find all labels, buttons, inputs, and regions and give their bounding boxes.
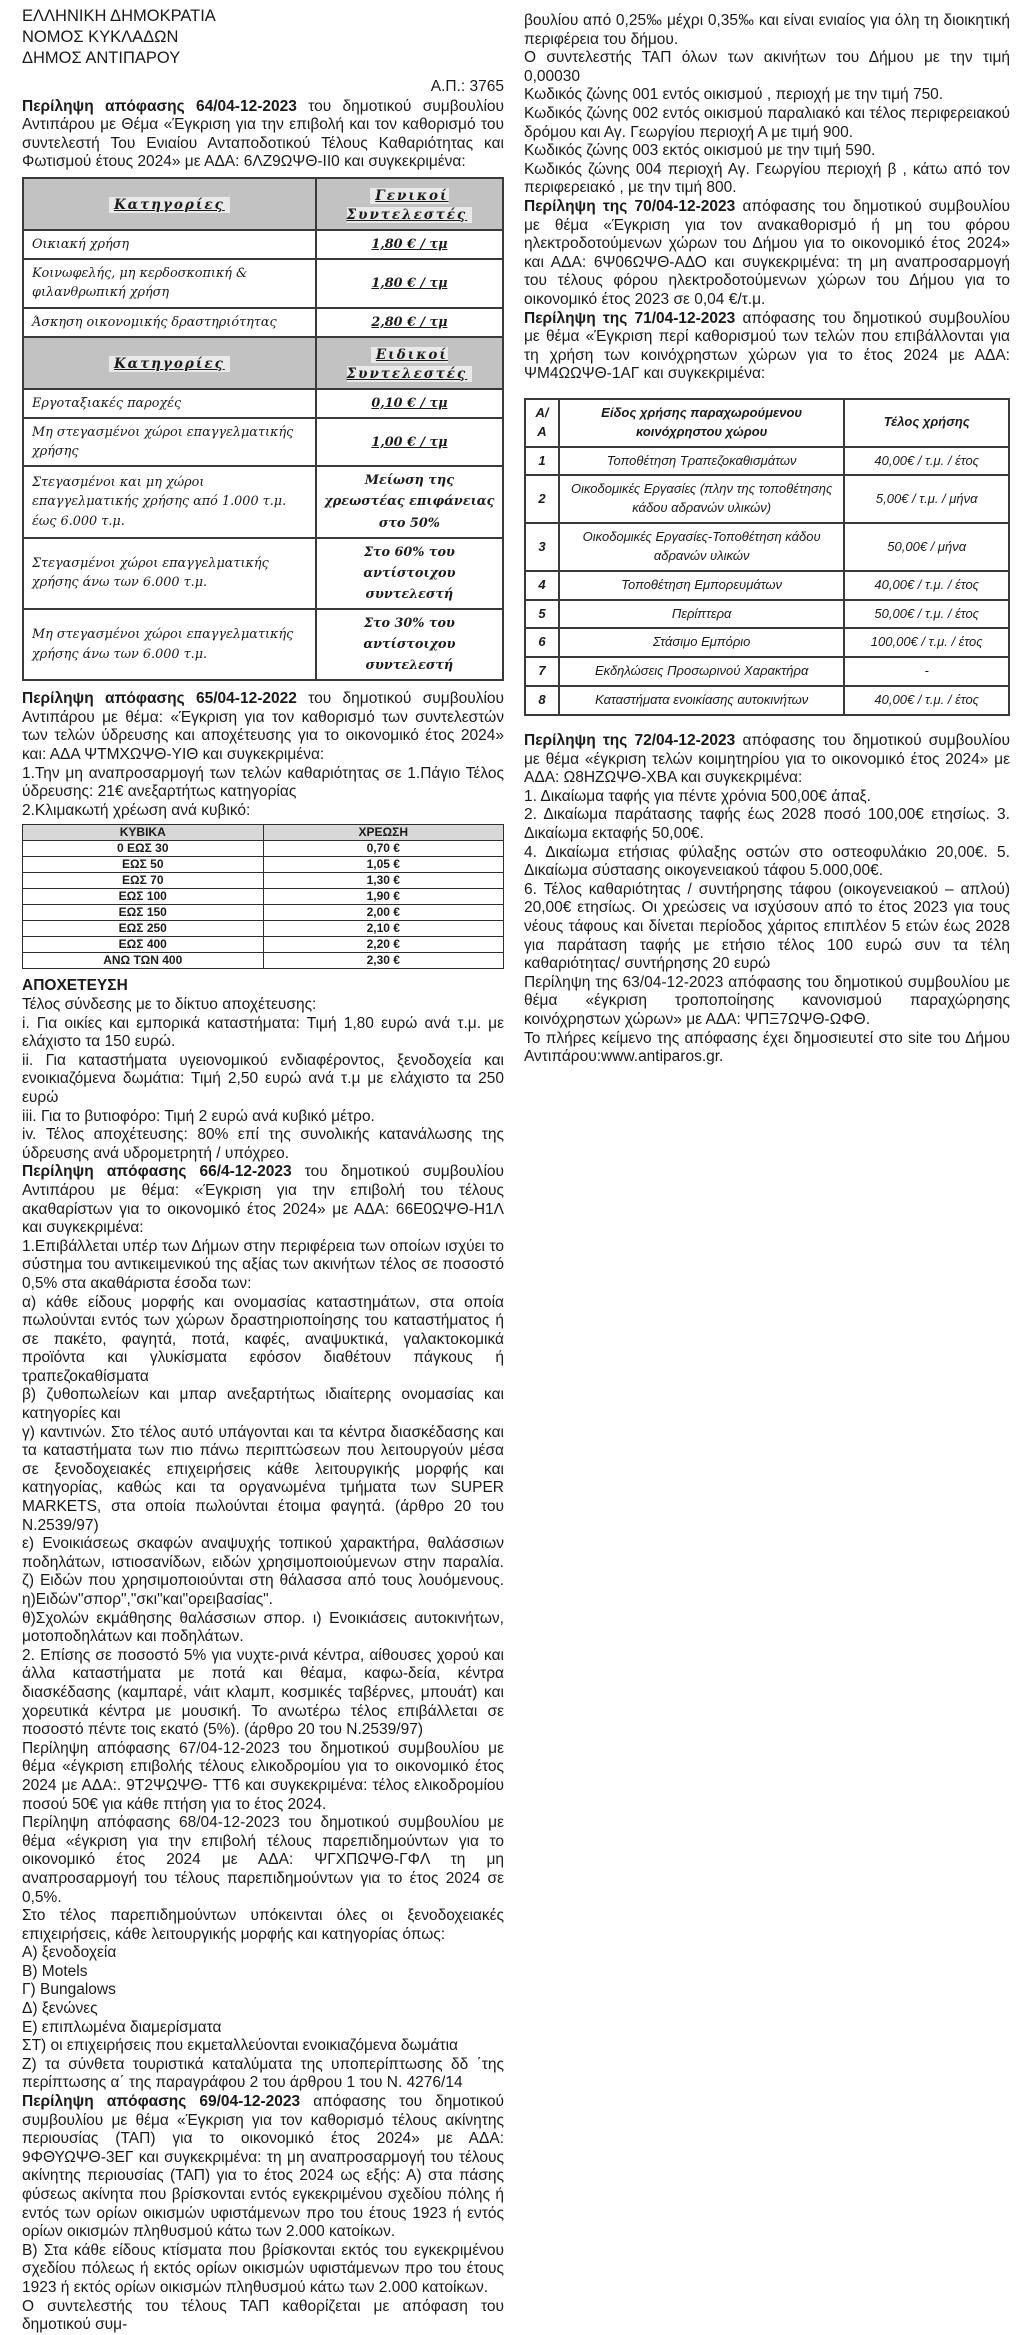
- zone-code-003: Κωδικός ζώνης 003 εκτός οικισμού με την τιμή 590.: [524, 142, 876, 160]
- decision-summary-72: Περίληψη της 72/04-12-2023 απόφασης του δημοτικού συμβουλίου με θέμα «έγκριση τελών κοιμητηρίου για το οικονομικό έτος 2024» με ΑΔΑ: Ω8ΗΖΩΨΘ-ΧΒΑ και συγκεκριμένα:: [524, 732, 1010, 787]
- table-row: 3 Οικοδομικές Εργασίες-Τοποθέτηση κάδου αδρανών υλικών 50,00€ / μήνα: [525, 523, 1009, 571]
- decision-66-point: ε) Ενοικιάσεως σκαφών αναψυχής τοπικού χαρακτήρα, θαλάσσιων ποδηλάτων, ιστιοσανίδων, ειδών χρησιμοποιούμενων στην παραλία. ζ) Ειδών που χρησιμοποιούνται στη θάλασσα από τους λουόμενους. η)Ειδών"σπορ","σκι"και"ορειβασίας".: [22, 1535, 504, 1609]
- sewerage-item: i. Για οικίες και εμπορικά καταστήματα: Τιμή 1,80 ευρώ ανά τ.μ. με ελάχιστο τα 150 ευρώ.: [22, 1014, 504, 1051]
- table-row: 5 Περίπτερα 50,00€ / τ.μ. / έτος: [525, 600, 1009, 629]
- decision-65-item: 2.Κλιμακωτή χρέωση ανά κυβικό:: [22, 801, 251, 819]
- zone-code-004: Κωδικός ζώνης 004 περιοχή Αγ. Γεωργίου περιοχή β , κάτω από τον περιφερειακό , με την τιμή 800.: [524, 160, 1010, 197]
- table-row: 7 Εκδηλώσεις Προσωρινού Χαρακτήρα -: [525, 657, 1009, 686]
- decision-66-point: γ) καντινών. Στο τέλος αυτό υπάγονται και τα κέντρα διασκέδασης και τα καταστήματα των πιο πάνω περιπτώσεων που λειτουργούν μέσα σε ξενοδοχειακές επιχειρήσεις κάθε λειτουργικής μορφής και κατηγορίας, καθώς και τα οργανωμένα τμήματα των SUPER MARKETS, στα οποία πωλούνται έτοιμα φαγητά. (άρθρο 20 του Ν.2539/97): [22, 1423, 504, 1534]
- decision-summary-63: Περίληψη της 63/04-12-2023 απόφασης του δημοτικού συμβουλίου με θέμα «έγκριση τροποποίησης κανονισμού παραχώρησης κοινόχρηστων χώρων» με ΑΔΑ: ΨΠΞ7ΩΨΘ-ΩΦΘ.: [524, 973, 1010, 1028]
- decision-66-point: α) κάθε είδους μορφής και ονομασίας καταστημάτων, στα οποία πωλούνται εντός των χώρων δραστηριοποίησης του καταστήματος ή σε πακέτο, φαγητά, ποτά, καφές, αναψυκτικά, γαλακτοκομικά προϊόντα και γλυκίσματα εφόσον διαθέτουν πάγκους ή τραπεζοκαθίσματα: [22, 1293, 504, 1385]
- decision-summary-64: Περίληψη απόφασης 64/04-12-2023 του δημοτικού συμβουλίου Αντιπάρου με Θέμα «Έγκριση για την επιβολή και τον καθορισμό του συντελεστή Του Ενιαίου Ανταποδοτικού Τέλους Καθαριότητας και Φωτισμού έτους 2024» με ΑΔΑ: 6ΛΖ9ΩΨΘ-ΙΙ0 και συγκεκριμένα:: [22, 97, 504, 171]
- table-row: ΕΩΣ 250 2,10 €: [23, 921, 504, 937]
- cleaning-lighting-fees-table: [22, 177, 504, 681]
- decision-summary-68: Περίληψη απόφασης 68/04-12-2023 του δημοτικού συμβουλίου με θέμα «έγκριση για την επιβολή τέλους παρεπιδημούντων για το οικονομικό έτος 2024 με ΑΔΑ: ΨΓΧΠΩΨΘ-ΓΦΛ τη μη αναπροσαρμογή του τέλους παρεπιδημούντων για το έτος 2024 σε 0,5%.: [22, 1814, 504, 1906]
- authority-line: ΕΛΛΗΝΙΚΗ ΔΗΜΟΚΡΑΤΙΑ: [22, 7, 216, 25]
- table-header-row: Κατηγορίες Γενικοί Συντελεστές: [23, 178, 503, 230]
- decision-66-point: 1.Επιβάλλεται υπέρ των Δήμων στην περιφέρεια των οποίων ισχύει το σύστημα του αντικειμενικού της αξίας των ακινήτων τέλος σε ποσοστό 0,5% στα ακαθάριστα έσοδα των:: [22, 1237, 504, 1292]
- hotel-type-item: Α) ξενοδοχεία: [22, 1944, 117, 1962]
- table-row: ΕΩΣ 70 1,30 €: [23, 873, 504, 889]
- authority-line: ΝΟΜΟΣ ΚΥΚΛΑΔΩΝ: [22, 28, 179, 46]
- decision-66-point: β) ζυθοπωλείων και μπαρ ανεξαρτήτως ιδιαίτερης ονομασίας και κατηγορίες και: [22, 1386, 504, 1423]
- tap-coefficient: Ο συντελεστής ΤΑΠ όλων των ακινήτων του Δήμου με την τιμή 0,00030: [524, 49, 1010, 85]
- decision-summary-67: Περίληψη απόφασης 67/04-12-2023 του δημοτικού συμβουλίου με θέμα «έγκριση επιβολής τέλους ελικοδρομίου για το οικονομικό έτος 2024 με ΑΔΑ:. 9Τ2ΨΩΨΘ- ΤΤ6 και συγκεκριμένα: τέλος ελικοδρομίου ποσού 50€ για κάθε πτήση για το έτος 2024.: [22, 1739, 504, 1813]
- sewerage-heading: ΑΠΟΧΕΤΕΥΣΗ: [22, 977, 128, 995]
- protocol-number: Α.Π.: 3765: [430, 78, 504, 95]
- table-row: Άσκηση οικονομικής δραστηριότητας 2,80 € / τμ: [23, 308, 503, 337]
- tap-continuation: βουλίου από 0,25‰ μέχρι 0,35‰ και είναι ενιαίος για όλη τη διοικητική περιφέρεια του δήμου.: [524, 12, 1010, 48]
- hotel-type-item: Δ) ξενώνες: [22, 2000, 98, 2018]
- hotel-type-item: ΣΤ) οι επιχειρήσεις που εκμεταλλεύονται ενοικιαζόμενα δωμάτια: [22, 2037, 458, 2055]
- decision-summary-70: Περίληψη της 70/04-12-2023 απόφασης του δημοτικού συμβουλίου με θέμα «Έγκριση για τον ανακαθορισμό ή μη του φόρου ηλεκτροδοτούμενων χώρων του Δήμου για το οικονομικό έτος 2024» και ΑΔΑ: 6Ψ06ΩΨΘ-ΑΔΟ και συγκεκριμένα: τη μη αναπροσαρμογή του τέλους φόρου ηλεκτροδοτούμενων χώρων του Δήμου για το οικονομικό έτος 2023 σε 0,04 €/τ.μ.: [524, 197, 1010, 308]
- cemetery-fee-item: 6. Τέλος καθαριότητας / συντήρησης τάφου (οικογενειακού – απλού) 20,00€ ετησίως. Οι χρεώσεις να ισχύσουν από το έτος 2023 για τους νέους τάφους και δίνεται περίοδος χάριτος επιπλέον 5 ετών έως 2028 για παράταση ταφής με ετήσιο τέλος 100 ευρώ συν τα τέλη καθαριότητας/ συντήρησης 20 ευρώ: [524, 880, 1010, 973]
- sewerage-item: iv. Τέλος αποχέτευσης: 80% επί της συνολικής κατανάλωσης της ύδρευσης ανά υδρομετρητή / υπόχρεο.: [22, 1126, 504, 1162]
- decision-summary-66: Περίληψη απόφασης 66/4-12-2023 του δημοτικού συμβουλίου Αντιπάρου με θέμα: «Έγκριση για την επιβολή του τέλους ακαθαρίστων για το οικονομικό έτος 2024» με ΑΔΑ: 66Ε0ΩΨΘ-Η1Λ και συγκεκριμένα:: [22, 1163, 504, 1237]
- table-row: 4 Τοποθέτηση Εμπορευμάτων 40,00€ / τ.μ. / έτος: [525, 571, 1009, 600]
- decision-70-title: Περίληψη της 70/04-12-2023: [524, 197, 736, 215]
- table-row: 8 Καταστήματα ενοικίασης αυτοκινήτων 40,00€ / τ.μ. / έτος: [525, 686, 1009, 715]
- sewerage-intro: Τέλος σύνδεσης με το δίκτυο αποχέτευσης:: [22, 996, 317, 1014]
- sewerage-item: ii. Για καταστήματα υγειονομικού ενδιαφέροντος, ξενοδοχεία και ενοικιαζόμενα δωμάτια: Τιμή 2,50 ευρώ ανά τ.μ με ελάχιστο τα 250 ευρώ: [22, 1051, 504, 1106]
- table-row: ΑΝΩ ΤΩΝ 400 2,30 €: [23, 953, 504, 969]
- decision-summary-69: Περίληψη απόφασης 69/04-12-2023 απόφασης του δημοτικού συμβουλίου με θέμα «Έγκριση για τον καθορισμό τέλους ακίνητης περιουσίας (ΤΑΠ) για το οικονομικό έτος 2024» με ΑΔΑ: 9ΦΘΥΩΨΘ-3ΕΓ και συγκεκριμένα: τη μη αναπροσαρμογή του τέλους ακίνητης περιουσίας (ΤΑΠ) για το έτος 2024 ως εξής: Α) στα πάσης φύσεως ακίνητα που βρίσκονται εντός εγκεκριμένου σχεδίου πόλης ή εντός των ορίων οικισμών υφιστάμενων προ του έτους 1923 ή εντός ορίων οικισμών πληθυσμού κάτω των 2.000 κατοίκων.: [22, 2093, 504, 2241]
- table-row: Μη στεγασμένοι χώροι επαγγελματικής χρήσης άνω των 6.000 τ.μ. Στο 30% του αντίστοιχου συντελεστή: [23, 609, 503, 680]
- decision-summary-71: Περίληψη της 71/04-12-2023 απόφασης του δημοτικού συμβουλίου με θέμα «Έγκριση περί καθορισμού των τελών που επιβάλλονται για τη χρήση των κοινόχρηστων χώρων για το έτος 2024 με ΑΔΑ: ΨΜ4ΩΩΨΘ-1ΑΓ και συγκεκριμένα:: [524, 309, 1010, 383]
- sewerage-item: iii. Για το βυτιοφόρο: Τιμή 2 ευρώ ανά κυβικό μέτρο.: [22, 1107, 375, 1125]
- public-space-fees-table: [524, 398, 1010, 716]
- decision-66-title: Περίληψη απόφασης 66/4-12-2023: [22, 1163, 292, 1181]
- authority-line: ΔΗΜΟΣ ΑΝΤΙΠΑΡΟΥ: [22, 49, 181, 67]
- decision-69-title: Περίληψη απόφασης 69/04-12-2023: [22, 2093, 301, 2111]
- table-row: Μη στεγασμένοι χώροι επαγγελματικής χρήσης 1,00 € / τμ: [23, 418, 503, 466]
- cemetery-fee-item: 1. Δικαίωμα ταφής για πέντε χρόνια 500,00€ άπαξ.: [524, 787, 871, 805]
- decision-66-point: 2. Επίσης σε ποσοστό 5% για νυχτε-ρινά κέντρα, αίθουσες χορού και άλλα καταστήματα με ποτά και θέαμα, καφω-δεία, κέντρα διασκέδασης (καμπαρέ, νάιτ κλαμπ, κοσμικές ταβέρνες, μπουάτ) και χορευτικά κέντρα με μουσική. Το ανωτέρω τέλος επιβάλλεται σε ποσοστό πέντε τοις εκατό (5%). (άρθρο 20 του Ν.2539/97): [22, 1646, 504, 1739]
- decision-69-point-b: Β) Στα κάθε είδους κτίσματα που βρίσκονται εκτός του εγκεκριμένου σχεδίου πόλεως ή εκτός ορίων οικισμών υφιστάμενων προ του έτους 1923 ή εκτός ορίων οικισμών πληθυσμού κάτω των 2.000 κατοίκων.: [22, 2241, 504, 2296]
- water-charges-table: [22, 824, 504, 969]
- cemetery-fee-item: 2. Δικαίωμα παράτασης ταφής έως 2028 ποσό 100,00€ ετησίως. 3. Δικαίωμα εκταφής 50,00€.: [524, 806, 1010, 842]
- table-header-row: Κατηγορίες Ειδικοί Συντελεστές: [23, 337, 503, 389]
- decision-65-item: 1.Την μη αναπροσαρμογή των τελών καθαριότητας σε 1.Πάγιο Τέλος ύδρευσης: 21€ ανεξαρτήτως κατηγορίας: [22, 764, 504, 801]
- decision-66-point: θ)Σχολών εκμάθησης θαλάσσιων σπορ. ι) Ενοικιάσεις αυτοκινήτων, μοτοποδηλάτων και ποδηλάτων.: [22, 1609, 504, 1646]
- hotel-type-item: Ε) επιπλωμένα διαμερίσματα: [22, 2018, 222, 2036]
- decision-65-title: Περίληψη απόφασης 65/04-12-2022: [22, 690, 297, 708]
- table-row: 1 Τοποθέτηση Τραπεζοκαθισμάτων 40,00€ / τ.μ. / έτος: [525, 447, 1009, 476]
- table-row: ΕΩΣ 100 1,90 €: [23, 889, 504, 905]
- decision-68-scope: Στο τέλος παρεπιδημούντων υπόκεινται όλες οι ξενοδοχειακές επιχειρήσεις, κάθε λειτουργικής μορφής και κατηγορίας όπως:: [22, 1907, 504, 1943]
- zone-code-001: Κωδικός ζώνης 001 εντός οικισμού , περιοχή με την τιμή 750.: [524, 86, 944, 104]
- cemetery-fee-item: 4. Δικαίωμα ετήσιας φύλαξης οστών στο οστεοφυλάκιο 20,00€. 5. Δικαίωμα σύστασης οικογενειακού τάφου 5.000,00€.: [524, 843, 1010, 880]
- decision-summary-65: Περίληψη απόφασης 65/04-12-2022 του δημοτικού συμβουλίου Αντιπάρου με θέμα: «Έγκριση για τον καθορισμό των συντελεστών των τελών ύδρευσης και αποχέτευσης για το οικονομικό έτος 2024» και: ΑΔΑ ΨΤΜΧΩΨΘ-ΥΙΘ και συγκεκριμένα:: [22, 690, 504, 764]
- table-header-row: ΚΥΒΙΚΑ ΧΡΕΩΣΗ: [23, 825, 504, 841]
- right-column: [524, 0, 1010, 1067]
- table-row: 0 ΕΩΣ 30 0,70 €: [23, 841, 504, 857]
- publication-note: Το πλήρες κείμενο της απόφασης έχει δημοσιευτεί στο site του Δήμου Αντιπάρου:www.antiparos.gr.: [524, 1029, 1010, 1066]
- decision-72-title: Περίληψη της 72/04-12-2023: [524, 732, 736, 749]
- table-row: Στεγασμένοι και μη χώροι επαγγελματικής χρήσης από 1.000 τ.μ. έως 6.000 τ.μ. Μείωση της χρεωστέας επιφάνειας στο 50%: [23, 466, 503, 537]
- table-row: Εργοταξιακές παροχές 0,10 € / τμ: [23, 389, 503, 418]
- zone-code-002: Κωδικός ζώνης 002 εντός οικισμού παραλιακό και τέλος περιφερειακού δρόμου και Αγ. Γεωργίου περιοχή Α με τιμή 900.: [524, 104, 1010, 141]
- decision-64-title: Περίληψη απόφασης 64/04-12-2023: [22, 97, 297, 115]
- decision-71-title: Περίληψη της 71/04-12-2023: [524, 309, 736, 327]
- table-row: 2 Οικοδομικές Εργασίες (πλην της τοποθέτησης κάδου αδρανών υλικών) 5,00€ / τ.μ. / μήνα: [525, 475, 1009, 523]
- table-row: Στεγασμένοι χώροι επαγγελματικής χρήσης άνω των 6.000 τ.μ. Στο 60% του αντίστοιχου συντελεστή: [23, 538, 503, 609]
- table-row: Οικιακή χρήση 1,80 € / τμ: [23, 230, 503, 259]
- table-header-row: Α/Α Είδος χρήσης παραχωρούμενου κοινόχρηστου χώρου Τέλος χρήσης: [525, 399, 1009, 447]
- left-column: [22, 0, 504, 2335]
- table-row: ΕΩΣ 150 2,00 €: [23, 905, 504, 921]
- table-row: 6 Στάσιμο Εμπόριο 100,00€ / τ.μ. / έτος: [525, 628, 1009, 657]
- table-row: ΕΩΣ 50 1,05 €: [23, 857, 504, 873]
- hotel-type-item: Β) Motels: [22, 1962, 88, 1980]
- table-row: ΕΩΣ 400 2,20 €: [23, 937, 504, 953]
- issuing-authority: [22, 0, 504, 69]
- table-row: Κοινωφελής, μη κερδοσκοπική & φιλανθρωπική χρήση 1,80 € / τμ: [23, 259, 503, 307]
- decision-69-continuation: Ο συντελεστής του τέλους ΤΑΠ καθορίζεται με απόφαση του δημοτικού συμ-: [22, 2297, 504, 2334]
- hotel-type-item: Ζ) τα σύνθετα τουριστικά καταλύματα της υποπερίπτωσης δδ ΄της περίπτωσης α΄ της παραγράφου 2 του άρθρου 1 του Ν. 4276/14: [22, 2055, 504, 2092]
- hotel-type-item: Γ) Bungalows: [22, 1981, 116, 1999]
